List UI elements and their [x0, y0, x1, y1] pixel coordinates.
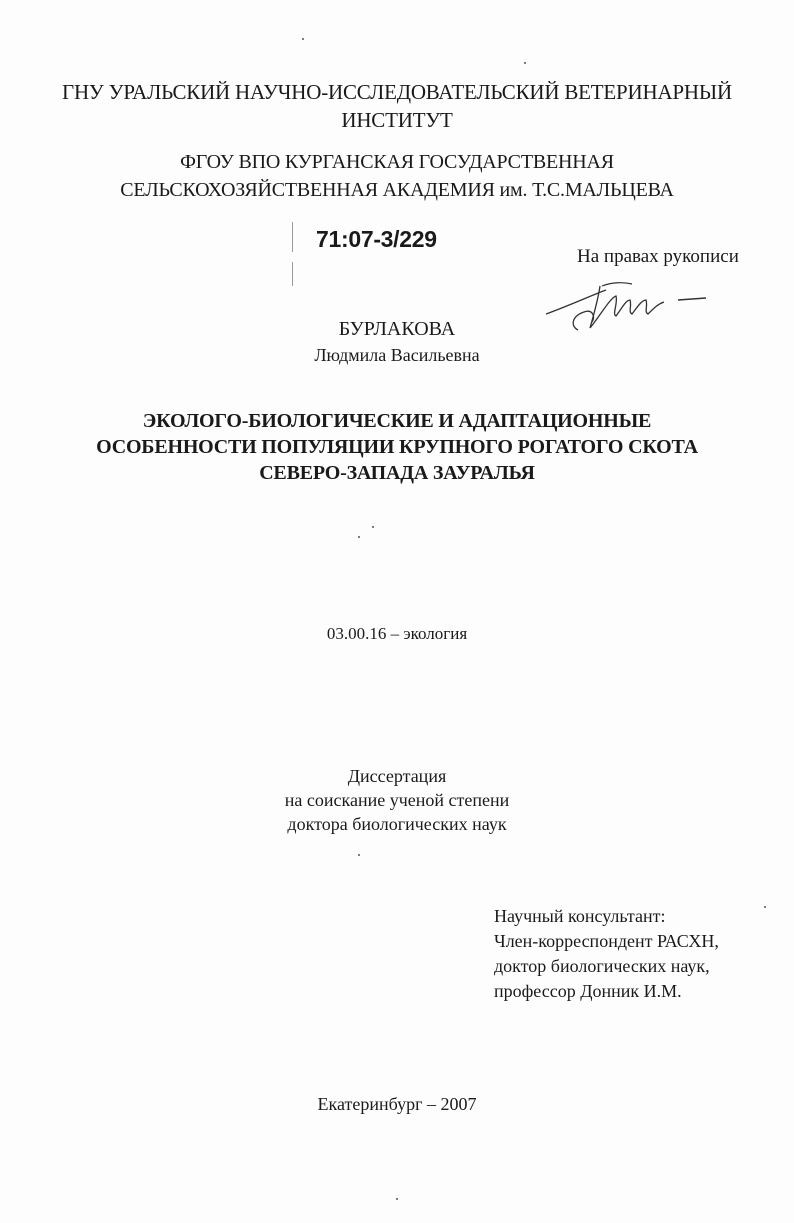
institution-2-line: ФГОУ ВПО КУРГАНСКАЯ ГОСУДАРСТВЕННАЯ — [180, 151, 614, 173]
specialty-code: 03.00.16 – экология — [326, 624, 468, 643]
degree-line: Диссертация — [347, 766, 447, 786]
scan-speck — [764, 906, 766, 908]
consultant-line: Член-корреспондент РАСХН, — [494, 931, 719, 951]
city-year: Екатеринбург – 2007 — [317, 1094, 477, 1114]
scan-speck — [358, 536, 360, 538]
manuscript-note: На правах рукописи — [577, 246, 739, 267]
institution-1 — [0, 78, 794, 134]
degree-statement — [0, 764, 794, 836]
institution-1-line: ИНСТИТУТ — [341, 108, 453, 132]
consultant-line: профессор Донник И.М. — [494, 981, 682, 1001]
institution-1-line: ГНУ УРАЛЬСКИЙ НАУЧНО-ИССЛЕДОВАТЕЛЬСКИЙ ВЕТЕРИНАРНЫЙ — [62, 80, 732, 104]
institution-2 — [0, 148, 794, 204]
title-line: СЕВЕРО-ЗАПАДА ЗАУРАЛЬЯ — [259, 462, 535, 484]
scan-speck — [358, 854, 360, 856]
title-line: ОСОБЕННОСТИ ПОПУЛЯЦИИ КРУПНОГО РОГАТОГО СКОТА — [96, 436, 698, 458]
author-given-names: Людмила Васильевна — [314, 345, 480, 365]
consultant-line: Научный консультант: — [494, 906, 666, 926]
consultant-line: доктор биологических наук, — [494, 956, 710, 976]
scientific-consultant — [494, 904, 719, 1004]
author-surname: БУРЛАКОВА — [338, 318, 456, 340]
stamp-margin-line — [292, 222, 293, 252]
title-line: ЭКОЛОГО-БИОЛОГИЧЕСКИЕ И АДАПТАЦИОННЫЕ — [142, 410, 652, 432]
author — [0, 316, 794, 368]
institution-2-line: СЕЛЬСКОХОЗЯЙСТВЕННАЯ АКАДЕМИЯ им. Т.С.МАЛЬЦЕВА — [120, 179, 674, 201]
degree-line: доктора биологических наук — [287, 814, 507, 834]
dissertation-title — [0, 408, 794, 486]
scan-speck — [372, 526, 374, 528]
scan-speck — [302, 38, 304, 40]
library-code: 71:07-3/229 — [316, 226, 437, 252]
scan-speck — [524, 62, 526, 64]
stamp-margin-line — [292, 262, 293, 286]
degree-line: на соискание ученой степени — [284, 790, 510, 810]
scan-speck — [396, 1198, 398, 1200]
